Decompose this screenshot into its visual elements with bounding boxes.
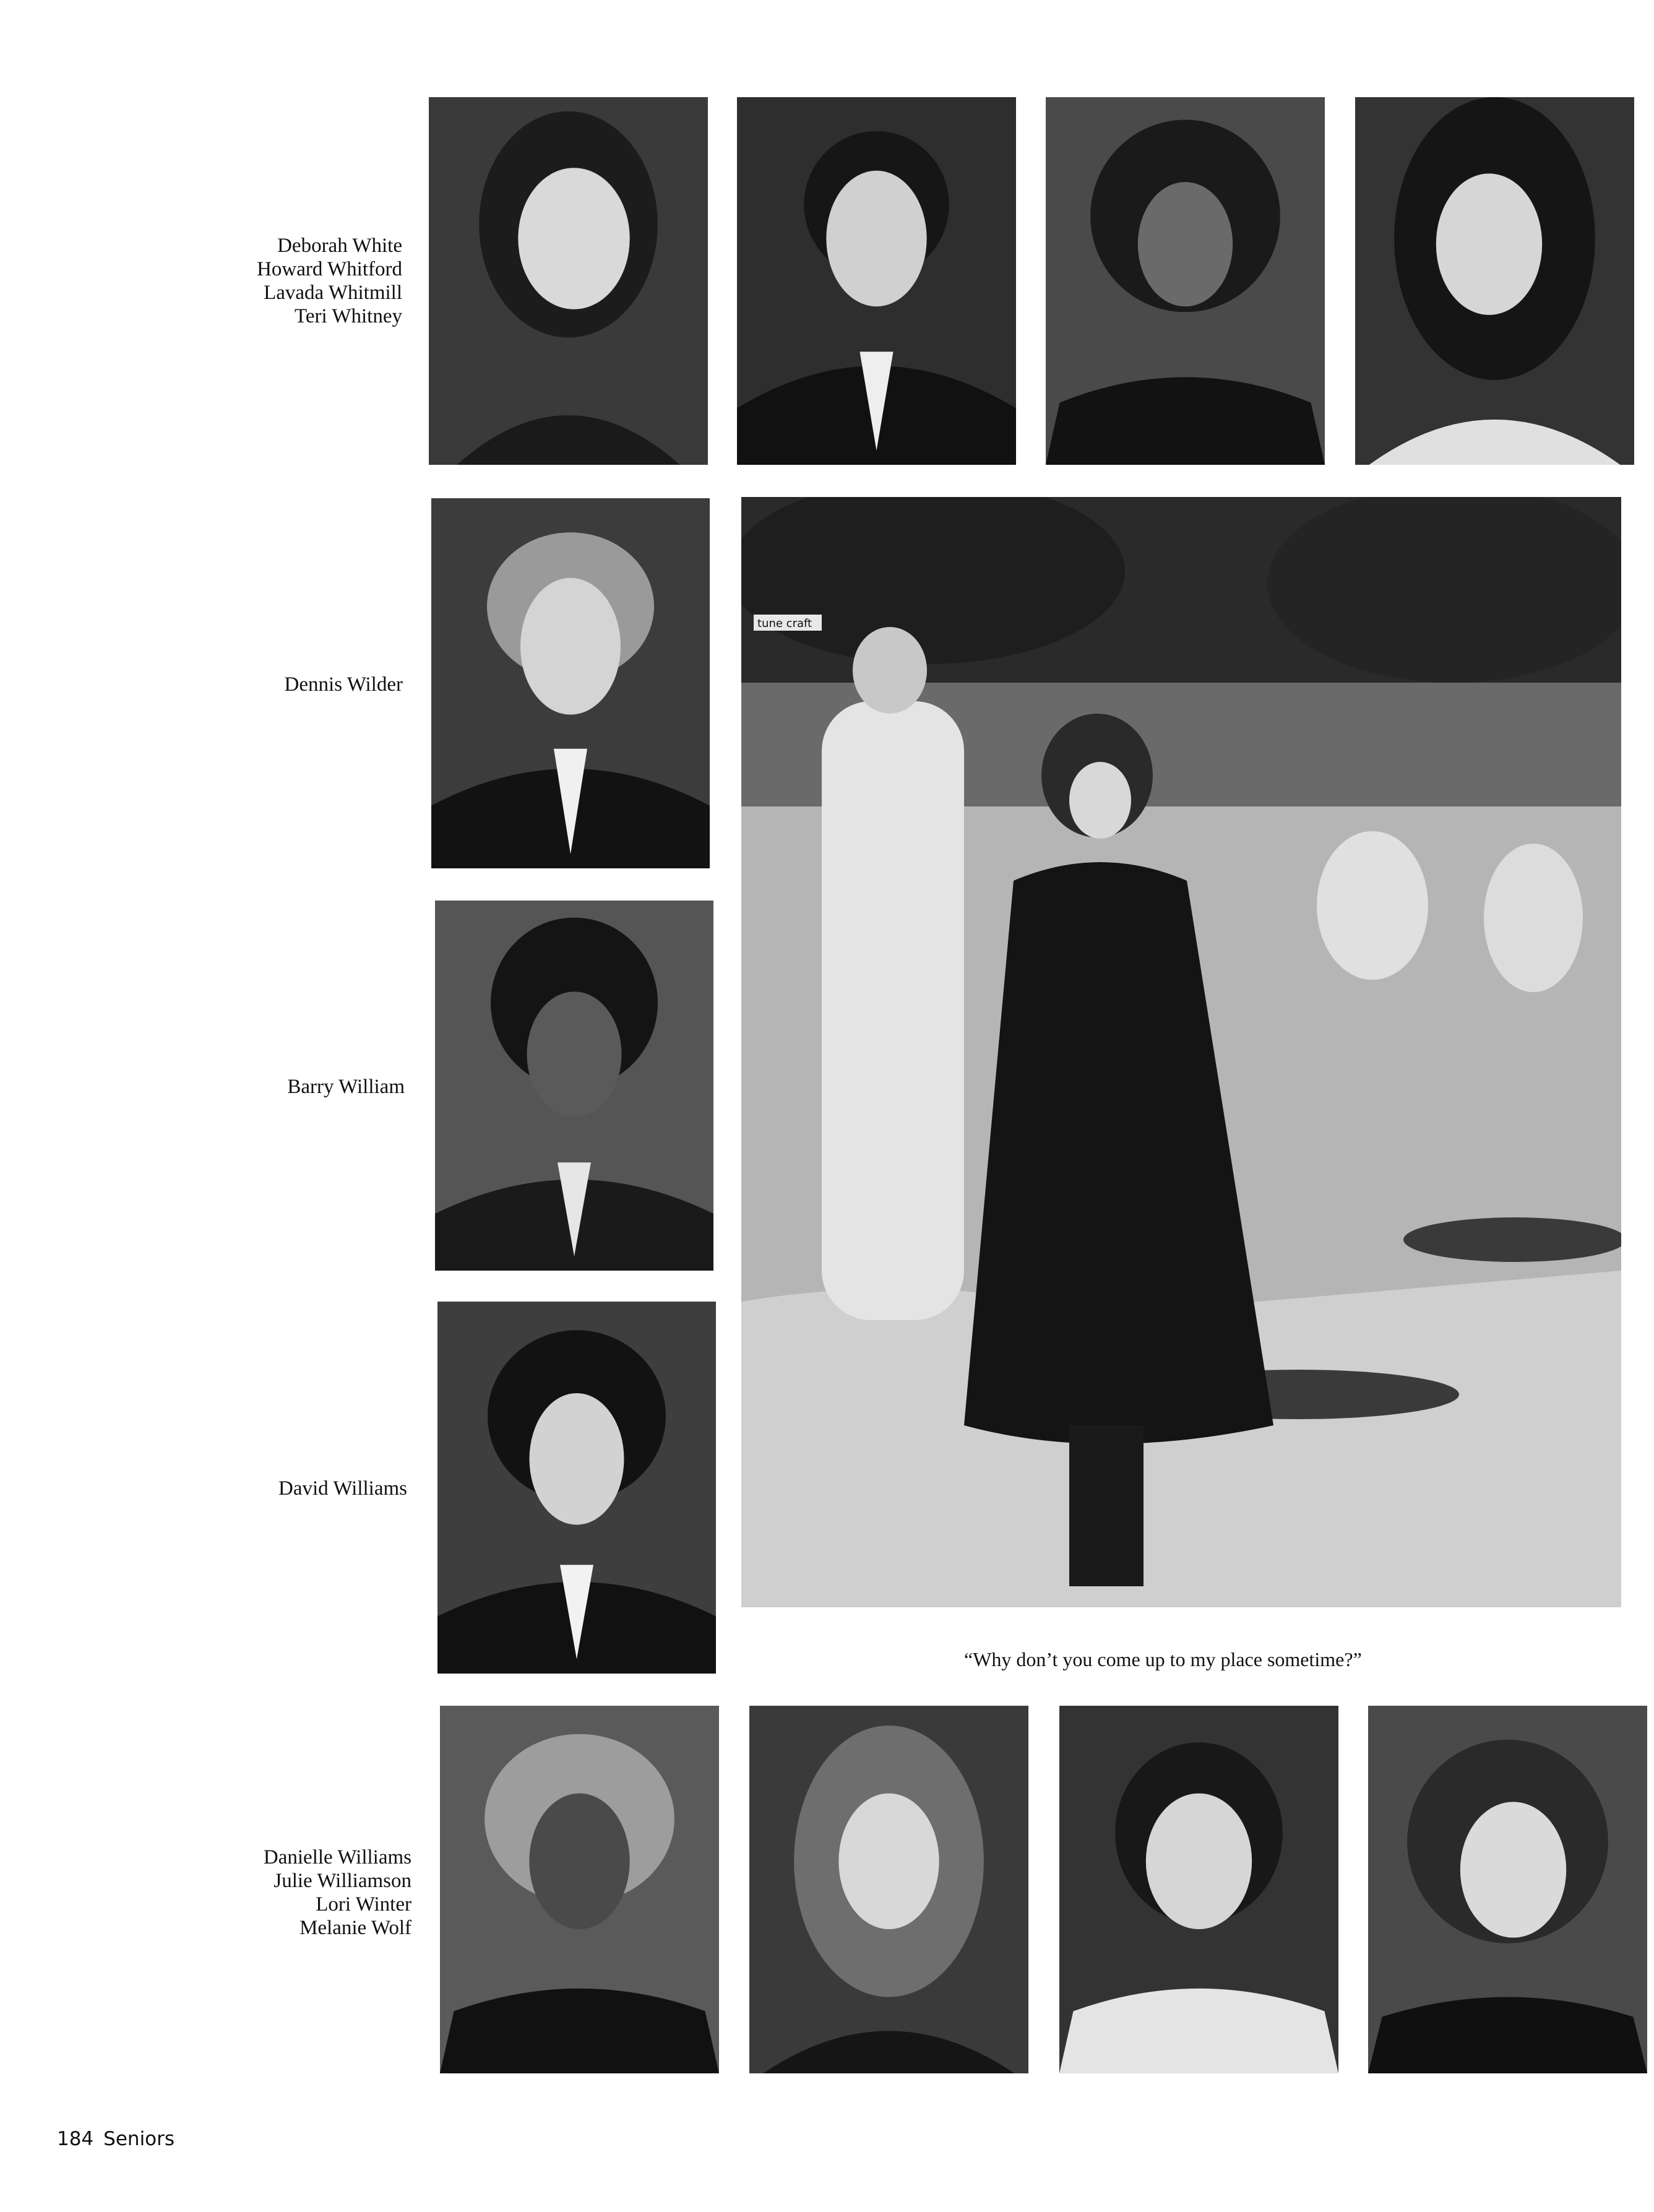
page-number: 184 <box>57 2128 94 2150</box>
portrait-photo <box>1059 1706 1338 2073</box>
name-label: Lori Winter <box>316 1893 411 1916</box>
name-label: Howard Whitford <box>257 258 402 280</box>
name-label: Teri Whitney <box>295 305 402 327</box>
portrait-photo <box>749 1706 1028 2073</box>
portrait-photo <box>737 97 1016 465</box>
portrait-photo <box>435 901 713 1271</box>
name-label: Melanie Wolf <box>299 1917 411 1939</box>
portrait-photo <box>431 498 710 868</box>
page-footer <box>57 2128 184 2150</box>
portrait-photo <box>437 1302 716 1674</box>
name-label: Julie Williamson <box>274 1870 411 1892</box>
name-label: Barry William <box>287 1076 405 1098</box>
candid-photo <box>741 497 1621 1607</box>
photo-caption: “Why don’t you come up to my place sometime?” <box>964 1648 1362 1670</box>
portrait-photo <box>1368 1706 1647 2073</box>
portrait-name <box>287 1075 405 1099</box>
name-label: David Williams <box>278 1477 407 1500</box>
portrait-name <box>278 1477 407 1500</box>
bottom-row-names <box>264 1846 411 1940</box>
top-row-names <box>257 234 402 328</box>
portrait-photo <box>429 97 708 465</box>
name-label: Lavada Whitmill <box>264 282 402 304</box>
portrait-photo <box>440 1706 719 2073</box>
portrait-photo <box>1355 97 1634 465</box>
sign-text: tune craft <box>757 617 812 630</box>
name-label: Danielle Williams <box>263 1846 411 1869</box>
portrait-name <box>285 673 403 696</box>
portrait-photo <box>1046 97 1325 465</box>
name-label: Deborah White <box>277 235 402 257</box>
name-label: Dennis Wilder <box>284 673 403 696</box>
section-name: Seniors <box>103 2128 175 2150</box>
